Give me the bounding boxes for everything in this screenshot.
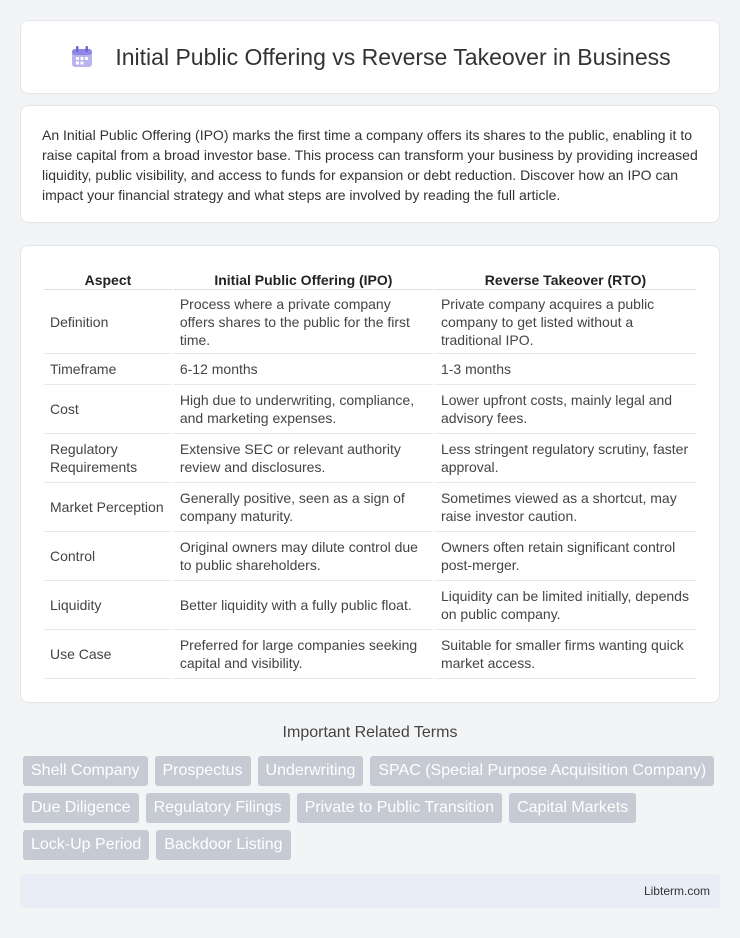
aspect-cell: Use Case bbox=[44, 630, 172, 679]
calendar-icon bbox=[69, 44, 95, 70]
related-term-tag[interactable]: SPAC (Special Purpose Acquisition Company) bbox=[370, 756, 714, 786]
ipo-cell: Extensive SEC or relevant authority review and disclosures. bbox=[174, 434, 433, 483]
ipo-cell: Process where a private company offers shares to the public for the first time. bbox=[174, 290, 433, 354]
header-aspect: Aspect bbox=[44, 266, 172, 290]
footer-site-link[interactable]: Libterm.com bbox=[643, 884, 710, 898]
aspect-cell: Liquidity bbox=[44, 581, 172, 630]
rto-cell: Owners often retain significant control post-merger. bbox=[435, 532, 696, 581]
intro-card bbox=[20, 105, 720, 223]
related-term-tag[interactable]: Shell Company bbox=[23, 756, 148, 786]
ipo-cell: Preferred for large companies seeking capital and visibility. bbox=[174, 630, 433, 679]
footer bbox=[20, 874, 720, 908]
ipo-cell: High due to underwriting, compliance, and marketing expenses. bbox=[174, 385, 433, 434]
table-row bbox=[44, 290, 696, 354]
header-card bbox=[20, 20, 720, 94]
table-row bbox=[44, 630, 696, 679]
related-term-tag[interactable]: Private to Public Transition bbox=[297, 793, 502, 823]
related-terms-list bbox=[23, 756, 723, 860]
comparison-card bbox=[20, 245, 720, 703]
aspect-cell: Cost bbox=[44, 385, 172, 434]
related-term-tag[interactable]: Capital Markets bbox=[509, 793, 636, 823]
table-row bbox=[44, 581, 696, 630]
related-term-tag[interactable]: Lock-Up Period bbox=[23, 830, 149, 860]
rto-cell: Lower upfront costs, mainly legal and advisory fees. bbox=[435, 385, 696, 434]
related-term-tag[interactable]: Backdoor Listing bbox=[156, 830, 290, 860]
aspect-cell: Regulatory Requirements bbox=[44, 434, 172, 483]
rto-cell: Private company acquires a public company to get listed without a traditional IPO. bbox=[435, 290, 696, 354]
aspect-cell: Market Perception bbox=[44, 483, 172, 532]
page-title: Initial Public Offering vs Reverse Takeover in Business bbox=[115, 43, 671, 70]
related-term-tag[interactable]: Regulatory Filings bbox=[146, 793, 290, 823]
rto-cell: Less stringent regulatory scrutiny, faster approval. bbox=[435, 434, 696, 483]
table-row bbox=[44, 354, 696, 385]
aspect-cell: Definition bbox=[44, 290, 172, 354]
rto-cell: Suitable for smaller firms wanting quick market access. bbox=[435, 630, 696, 679]
table-row bbox=[44, 434, 696, 483]
header-ipo: Initial Public Offering (IPO) bbox=[174, 266, 433, 290]
table-row bbox=[44, 385, 696, 434]
related-term-tag[interactable]: Prospectus bbox=[155, 756, 251, 786]
aspect-cell: Timeframe bbox=[44, 354, 172, 385]
ipo-cell: Original owners may dilute control due to public shareholders. bbox=[174, 532, 433, 581]
rto-cell: Liquidity can be limited initially, depends on public company. bbox=[435, 581, 696, 630]
ipo-cell: Generally positive, seen as a sign of company maturity. bbox=[174, 483, 433, 532]
ipo-cell: 6-12 months bbox=[174, 354, 433, 385]
rto-cell: Sometimes viewed as a shortcut, may raise investor caution. bbox=[435, 483, 696, 532]
related-terms-title: Important Related Terms bbox=[282, 724, 458, 741]
table-header-row bbox=[44, 266, 696, 290]
comparison-table bbox=[42, 266, 698, 679]
intro-text: An Initial Public Offering (IPO) marks the first time a company offers its shares to the public, enabling it to raise capital from a broad investor base. This process can transform your business by providing increased liquidity, public visibility, and access to funds for expansion or debt reduction. Discover how an IPO can impact your financial strategy and what steps are involved by reading the full article. bbox=[42, 127, 698, 203]
related-term-tag[interactable]: Underwriting bbox=[258, 756, 364, 786]
rto-cell: 1-3 months bbox=[435, 354, 696, 385]
header-rto: Reverse Takeover (RTO) bbox=[435, 266, 696, 290]
table-row bbox=[44, 532, 696, 581]
ipo-cell: Better liquidity with a fully public float. bbox=[174, 581, 433, 630]
table-row bbox=[44, 483, 696, 532]
related-term-tag[interactable]: Due Diligence bbox=[23, 793, 139, 823]
aspect-cell: Control bbox=[44, 532, 172, 581]
